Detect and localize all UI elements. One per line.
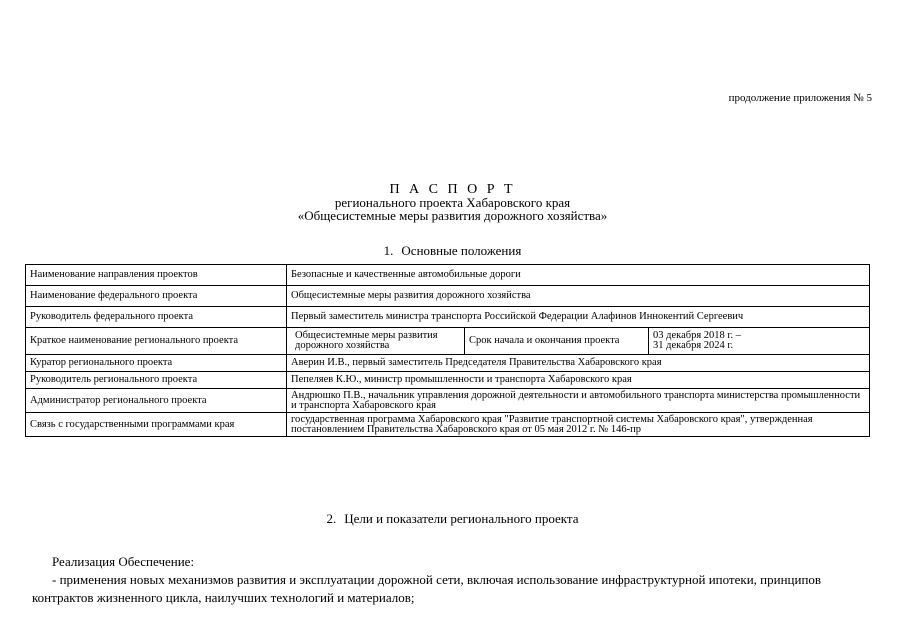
section-1-heading (0, 243, 905, 259)
appendix-label: продолжение приложения № 5 (728, 92, 872, 104)
row-label: Краткое наименование регионального проекта (26, 328, 287, 355)
term-start: 03 декабря 2018 г. – (653, 330, 742, 341)
section-2-title: Цели и показатели регионального проекта (344, 511, 579, 526)
row-value: Безопасные и качественные автомобильные дороги (287, 265, 870, 286)
body-paragraph-1: Реализация Обеспечение: (52, 554, 195, 569)
passport-title: П А С П О Р Т (389, 182, 516, 197)
term-label: Срок начала и окончания проекта (465, 328, 649, 354)
section-2-heading (0, 511, 905, 527)
row-value: Первый заместитель министра транспорта Российской Федерации Алафинов Иннокентий Сергеевич (287, 307, 870, 328)
table-row (26, 307, 870, 328)
row-value: Аверин И.В., первый заместитель Председателя Правительства Хабаровского края (287, 355, 870, 372)
section-1-number: 1. (383, 243, 394, 258)
passport-table (25, 264, 870, 437)
row-split-cell (287, 328, 870, 355)
term-end: 31 декабря 2024 г. (653, 340, 734, 351)
table-row (26, 389, 870, 413)
row-label: Руководитель федерального проекта (26, 307, 287, 328)
section-1-title: Основные положения (401, 243, 522, 258)
passport-title-block (0, 183, 905, 222)
passport-subtitle-2: «Общесистемные меры развития дорожного хозяйства» (297, 208, 608, 223)
passport-subtitle-1: регионального проекта Хабаровского края (334, 195, 571, 210)
row-value: Общесистемные меры развития дорожного хозяйства (287, 286, 870, 307)
table-row (26, 372, 870, 389)
row-label: Куратор регионального проекта (26, 355, 287, 372)
section-2-number: 2. (326, 511, 337, 526)
row-label: Связь с государственными программами края (26, 413, 287, 437)
table-row (26, 413, 870, 437)
term-dates (649, 328, 865, 354)
row-label: Руководитель регионального проекта (26, 372, 287, 389)
table-row (26, 355, 870, 372)
row-label: Наименование направления проектов (26, 265, 287, 286)
row-label: Наименование федерального проекта (26, 286, 287, 307)
row-label: Администратор регионального проекта (26, 389, 287, 413)
row-value: государственная программа Хабаровского края "Развитие транспортной системы Хабаровского края", утвержденная постановлением Правительства Хабаровского края от 05 мая 2012 г. № 146-пр (287, 413, 870, 437)
table-row (26, 328, 870, 355)
row-value: Андрюшко П.В., начальник управления дорожной деятельности и автомобильного транспорта министерства промышленности и транспорта Хабаровского края (287, 389, 870, 413)
table-row (26, 286, 870, 307)
body-paragraph-2: - применения новых механизмов развития и эксплуатации дорожной сети, включая использование инфраструктурной ипотеки, принципов контрактов жизненного цикла, наилучших технологий и материалов; (32, 572, 822, 605)
table-row (26, 265, 870, 286)
row-value: Общесистемные меры развития дорожного хозяйства (291, 328, 465, 354)
row-value: Пепеляев К.Ю., министр промышленности и транспорта Хабаровского края (287, 372, 870, 389)
